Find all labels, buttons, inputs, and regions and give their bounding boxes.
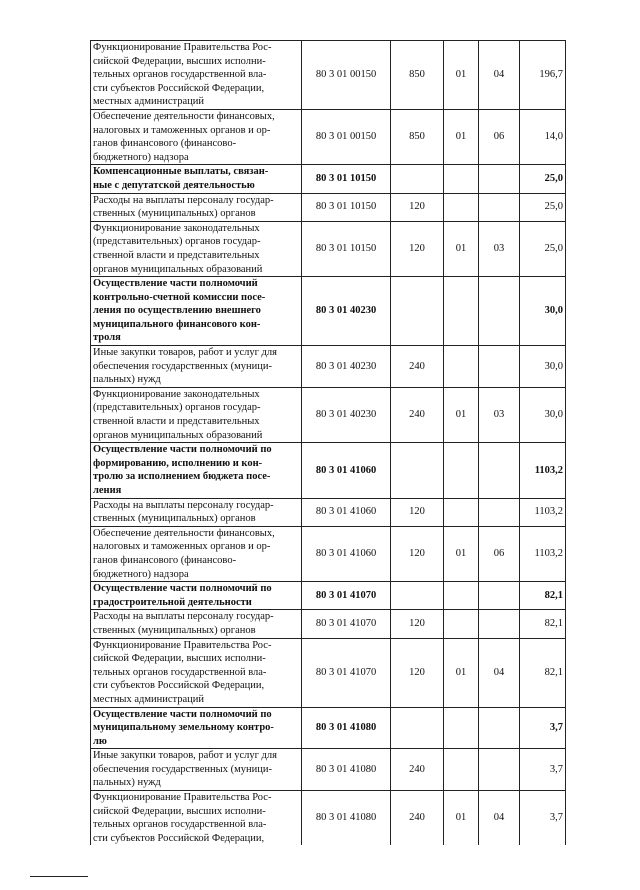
row-section: [444, 498, 479, 526]
description-line: градостроительной деятельности: [93, 596, 252, 608]
row-description: [91, 707, 302, 749]
description-line: муниципального финансового кон-: [93, 318, 261, 330]
table-row: [91, 498, 566, 526]
description-line: обеспечения государственных (муници-: [93, 360, 272, 372]
row-expense-type: 120: [391, 498, 444, 526]
row-expense-type: [391, 443, 444, 498]
row-description: [91, 221, 302, 276]
row-subsection: 04: [479, 791, 520, 846]
description-line: Расходы на выплаты персоналу государ-: [93, 194, 274, 206]
table-row: [91, 193, 566, 221]
row-expense-type: 120: [391, 221, 444, 276]
row-code: 80 3 01 41060: [302, 526, 391, 581]
description-line: Функционирование законодательных: [93, 222, 260, 234]
row-code: 80 3 01 41070: [302, 638, 391, 707]
description-line: бюджетного) надзора: [93, 151, 189, 163]
description-line: Иные закупки товаров, работ и услуг для: [93, 347, 277, 359]
row-code: 80 3 01 40230: [302, 277, 391, 346]
row-amount: 3,7: [520, 707, 566, 749]
description-line: сти субъектов Российской Федерации,: [93, 832, 265, 844]
description-line: тельных органов государственной вла-: [93, 819, 267, 831]
description-line: местных администраций: [93, 693, 205, 705]
row-amount: 25,0: [520, 165, 566, 193]
table-row: [91, 109, 566, 164]
description-line: Функционирование Правительства Рос-: [93, 639, 272, 651]
description-line: пальных) нужд: [93, 374, 161, 386]
row-expense-type: 120: [391, 610, 444, 638]
description-line: Компенсационные выплаты, связан-: [93, 166, 269, 178]
description-line: сти субъектов Российской Федерации,: [93, 680, 265, 692]
row-code: 80 3 01 41060: [302, 443, 391, 498]
row-section: 01: [444, 221, 479, 276]
description-line: Обеспечение деятельности финансовых,: [93, 527, 275, 539]
row-subsection: [479, 193, 520, 221]
description-line: органов муниципальных образований: [93, 429, 263, 441]
description-line: тельных органов государственной вла-: [93, 69, 267, 81]
row-description: [91, 41, 302, 110]
row-expense-type: 120: [391, 193, 444, 221]
description-line: ственной власти и представительных: [93, 416, 260, 428]
row-expense-type: [391, 277, 444, 346]
row-amount: 3,7: [520, 791, 566, 846]
row-amount: 25,0: [520, 221, 566, 276]
row-code: 80 3 01 10150: [302, 165, 391, 193]
row-description: [91, 165, 302, 193]
row-section: 01: [444, 638, 479, 707]
description-line: (представительных) органов государ-: [93, 236, 261, 248]
description-line: Функционирование Правительства Рос-: [93, 42, 272, 53]
description-line: Иные закупки товаров, работ и услуг для: [93, 750, 277, 762]
row-section: 01: [444, 41, 479, 110]
description-line: контрольно-счетной комиссии посе-: [93, 291, 266, 303]
description-line: ственных (муниципальных) органов: [93, 513, 256, 525]
table-row: [91, 791, 566, 846]
description-line: Обеспечение деятельности финансовых,: [93, 110, 275, 122]
row-subsection: [479, 498, 520, 526]
description-line: сийской Федерации, высших исполни-: [93, 805, 266, 817]
table-row: [91, 277, 566, 346]
description-line: (представительных) органов государ-: [93, 402, 261, 414]
description-line: Расходы на выплаты персоналу государ-: [93, 499, 274, 511]
row-expense-type: 240: [391, 346, 444, 388]
row-code: 80 3 01 41060: [302, 498, 391, 526]
row-expense-type: [391, 165, 444, 193]
budget-table-body: [91, 41, 566, 846]
description-line: органов муниципальных образований: [93, 263, 263, 275]
row-code: 80 3 01 41080: [302, 707, 391, 749]
description-line: местных администраций: [93, 96, 205, 108]
description-line: Функционирование Правительства Рос-: [93, 792, 272, 804]
row-amount: 30,0: [520, 277, 566, 346]
row-expense-type: [391, 707, 444, 749]
row-subsection: 03: [479, 221, 520, 276]
row-description: [91, 498, 302, 526]
row-section: [444, 610, 479, 638]
table-row: [91, 582, 566, 610]
row-section: 01: [444, 387, 479, 442]
row-code: 80 3 01 00150: [302, 41, 391, 110]
row-subsection: [479, 610, 520, 638]
table-row: [91, 346, 566, 388]
row-amount: 3,7: [520, 749, 566, 791]
row-description: [91, 277, 302, 346]
row-description: [91, 387, 302, 442]
table-row: [91, 221, 566, 276]
row-section: 01: [444, 526, 479, 581]
table-row: [91, 41, 566, 110]
row-amount: 82,1: [520, 638, 566, 707]
row-subsection: [479, 443, 520, 498]
row-subsection: 04: [479, 41, 520, 110]
row-amount: 82,1: [520, 610, 566, 638]
description-line: сийской Федерации, высших исполни-: [93, 55, 266, 67]
row-description: [91, 346, 302, 388]
row-amount: 1103,2: [520, 526, 566, 581]
row-subsection: [479, 749, 520, 791]
table-row: [91, 165, 566, 193]
description-line: обеспечения государственных (муници-: [93, 763, 272, 775]
row-expense-type: 850: [391, 41, 444, 110]
row-amount: 1103,2: [520, 498, 566, 526]
description-line: сийской Федерации, высших исполни-: [93, 653, 266, 665]
description-line: троля: [93, 332, 121, 344]
row-section: [444, 193, 479, 221]
description-line: Расходы на выплаты персоналу государ-: [93, 611, 274, 623]
row-description: [91, 749, 302, 791]
table-row: [91, 387, 566, 442]
row-section: [444, 749, 479, 791]
row-subsection: [479, 165, 520, 193]
row-subsection: [479, 582, 520, 610]
row-expense-type: 240: [391, 749, 444, 791]
table-row: [91, 610, 566, 638]
description-line: налоговых и таможенных органов и ор-: [93, 124, 271, 136]
row-description: [91, 791, 302, 846]
description-line: муниципальному земельному контро-: [93, 722, 274, 734]
row-section: [444, 707, 479, 749]
row-description: [91, 526, 302, 581]
row-expense-type: 240: [391, 387, 444, 442]
row-code: 80 3 01 41080: [302, 749, 391, 791]
footnote-separator: [30, 876, 88, 877]
description-line: лю: [93, 735, 107, 747]
row-description: [91, 638, 302, 707]
row-code: 80 3 01 00150: [302, 109, 391, 164]
row-description: [91, 610, 302, 638]
row-section: [444, 443, 479, 498]
row-amount: 30,0: [520, 346, 566, 388]
row-code: 80 3 01 40230: [302, 387, 391, 442]
row-section: [444, 165, 479, 193]
table-row: [91, 443, 566, 498]
table-row: [91, 526, 566, 581]
row-amount: 82,1: [520, 582, 566, 610]
description-line: ления: [93, 485, 122, 496]
description-line: ственных (муниципальных) органов: [93, 624, 256, 636]
row-expense-type: 120: [391, 526, 444, 581]
row-section: [444, 346, 479, 388]
row-subsection: [479, 707, 520, 749]
row-amount: 1103,2: [520, 443, 566, 498]
description-line: Осуществление части полномочий: [93, 278, 258, 290]
row-expense-type: 850: [391, 109, 444, 164]
description-line: ления по осуществлению внешнего: [93, 305, 261, 317]
row-expense-type: [391, 582, 444, 610]
row-section: [444, 582, 479, 610]
row-description: [91, 109, 302, 164]
table-row: [91, 707, 566, 749]
description-line: формированию, исполнению и кон-: [93, 457, 263, 469]
description-line: Функционирование законодательных: [93, 388, 260, 400]
description-line: тельных органов государственной вла-: [93, 666, 267, 678]
description-line: тролю за исполнением бюджета посе-: [93, 471, 271, 483]
description-line: ганов финансового (финансово-: [93, 138, 237, 150]
description-line: ственной власти и представительных: [93, 249, 260, 261]
row-code: 80 3 01 41070: [302, 582, 391, 610]
row-amount: 14,0: [520, 109, 566, 164]
description-line: сти субъектов Российской Федерации,: [93, 82, 265, 94]
row-subsection: [479, 346, 520, 388]
description-line: Осуществление части полномочий по: [93, 708, 272, 720]
description-line: Осуществление части полномочий по: [93, 583, 272, 595]
row-amount: 196,7: [520, 41, 566, 110]
row-subsection: 04: [479, 638, 520, 707]
row-subsection: 06: [479, 526, 520, 581]
row-subsection: 06: [479, 109, 520, 164]
row-expense-type: 120: [391, 638, 444, 707]
description-line: ственных (муниципальных) органов: [93, 208, 256, 220]
row-subsection: 03: [479, 387, 520, 442]
row-section: [444, 277, 479, 346]
row-amount: 30,0: [520, 387, 566, 442]
table-row: [91, 749, 566, 791]
row-code: 80 3 01 10150: [302, 221, 391, 276]
row-amount: 25,0: [520, 193, 566, 221]
row-description: [91, 443, 302, 498]
row-section: 01: [444, 791, 479, 846]
description-line: налоговых и таможенных органов и ор-: [93, 541, 271, 553]
row-description: [91, 582, 302, 610]
description-line: Осуществление части полномочий по: [93, 444, 272, 456]
description-line: пальных) нужд: [93, 777, 161, 789]
row-code: 80 3 01 41080: [302, 791, 391, 846]
row-code: 80 3 01 41070: [302, 610, 391, 638]
budget-table: [90, 40, 566, 845]
table-row: [91, 638, 566, 707]
description-line: бюджетного) надзора: [93, 568, 189, 580]
row-code: 80 3 01 40230: [302, 346, 391, 388]
description-line: ганов финансового (финансово-: [93, 554, 237, 566]
row-subsection: [479, 277, 520, 346]
row-code: 80 3 01 10150: [302, 193, 391, 221]
row-expense-type: 240: [391, 791, 444, 846]
row-section: 01: [444, 109, 479, 164]
row-description: [91, 193, 302, 221]
description-line: ные с депутатской деятельностью: [93, 179, 255, 191]
